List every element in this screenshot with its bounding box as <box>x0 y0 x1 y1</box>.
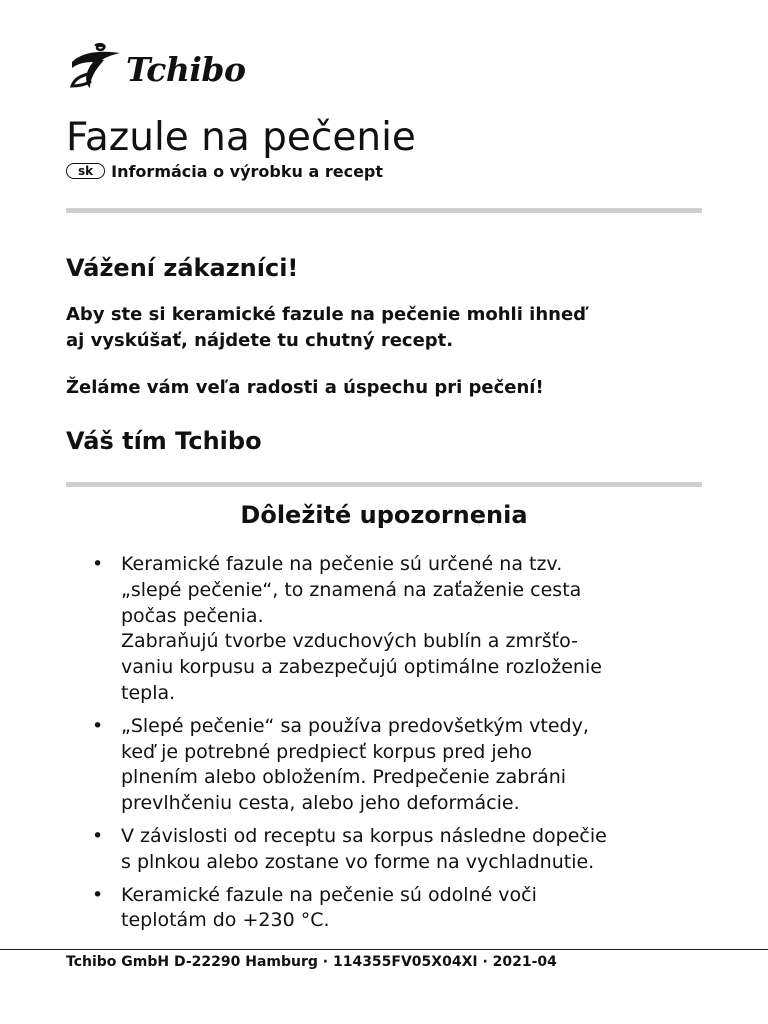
note-line: počas pečenia. <box>121 604 264 627</box>
wish-paragraph: Želáme vám veľa radosti a úspechu pri pečení! <box>66 377 544 398</box>
intro-paragraph <box>66 302 706 354</box>
subtitle-row <box>66 160 383 182</box>
page-title: Fazule na pečenie <box>66 115 416 160</box>
divider-middle <box>66 482 702 487</box>
note-line: vaniu korpusu a zabezpečujú optimálne rozloženie <box>121 656 602 679</box>
subtitle: Informácia o výrobku a recept <box>111 161 384 181</box>
signoff-heading: Váš tím Tchibo <box>66 427 262 455</box>
note-line: „slepé pečenie“, to znamená na zaťaženie cesta <box>121 578 582 601</box>
note-line: „Slepé pečenie“ sa používa predovšetkým vtedy, <box>121 714 589 737</box>
note-line: Zabraňujú tvorbe vzduchových bublín a zmršťo- <box>121 630 578 653</box>
notes-list <box>92 552 722 941</box>
note-line: V závislosti od receptu sa korpus následne dopečie <box>121 824 607 847</box>
note-line: Keramické fazule na pečenie sú určené na tzv. <box>121 553 563 575</box>
bullet-icon: • <box>92 553 104 575</box>
footer-divider <box>0 949 768 950</box>
bullet-icon: • <box>92 824 104 847</box>
notes-heading: Dôležité upozornenia <box>240 501 528 529</box>
bullet-icon: • <box>92 883 104 906</box>
intro-line: Aby ste si keramické fazule na pečenie mohli ihneď <box>66 304 587 325</box>
tchibo-emblem-icon <box>66 42 124 90</box>
greeting-heading: Vážení zákazníci! <box>66 254 299 282</box>
tchibo-logo <box>66 40 245 92</box>
logo-wordmark: Tchibo <box>126 49 246 89</box>
note-line: keď je potrebné predpiecť korpus pred jeho <box>121 740 533 763</box>
note-line: tepla. <box>121 681 176 704</box>
note-line: s plnkou alebo zostane vo forme na vychladnutie. <box>121 850 595 873</box>
note-line: teplotám do +230 °C. <box>121 909 330 932</box>
footer-imprint: Tchibo GmbH D-22290 Hamburg · 114355FV05X04XI · 2021-04 <box>66 954 557 970</box>
language-badge: sk <box>66 163 105 179</box>
intro-line: aj vyskúšať, nájdete tu chutný recept. <box>66 330 454 351</box>
notes-list-item <box>92 552 722 707</box>
bullet-icon: • <box>92 714 104 737</box>
note-line: prevlhčeniu cesta, alebo jeho deformácie. <box>121 792 520 815</box>
note-line: Keramické fazule na pečenie sú odolné voči <box>121 883 537 906</box>
note-line: plnením alebo obložením. Predpečenie zabráni <box>121 766 567 789</box>
divider-top <box>66 208 702 213</box>
notes-list-item <box>92 714 722 817</box>
notes-list-item <box>92 883 722 935</box>
notes-list-item <box>92 824 722 876</box>
